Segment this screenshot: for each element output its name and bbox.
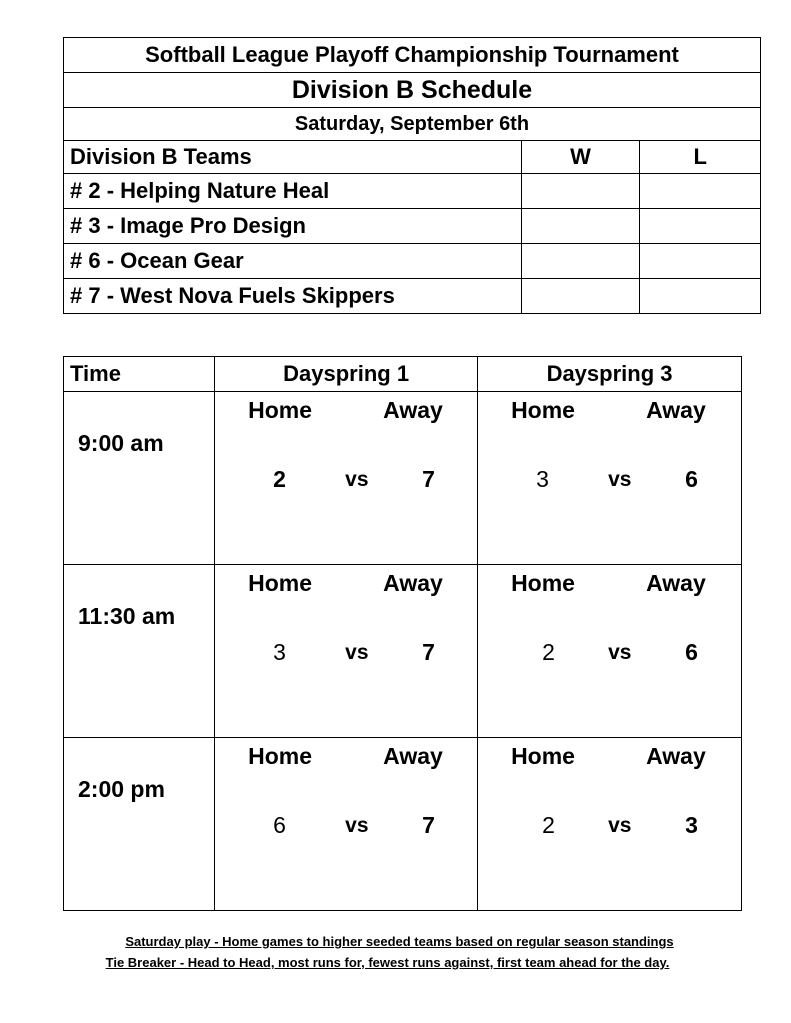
team-label: # 3 - Image Pro Design <box>64 209 522 244</box>
home-team-number: 6 <box>273 812 286 838</box>
game-cell <box>215 392 478 565</box>
field2-header: Dayspring 3 <box>478 357 742 392</box>
home-team-number: 2 <box>542 639 555 665</box>
away-team-number: 6 <box>685 466 698 492</box>
tie-breaker-note: Tie Breaker - Head to Head, most runs for, fewest runs against, first team ahead for the day. <box>105 955 670 970</box>
game-cell <box>215 565 478 738</box>
time-header: Time <box>64 357 215 392</box>
team-wins-cell <box>521 244 640 279</box>
team-row <box>64 209 761 244</box>
team-wins-cell <box>521 279 640 314</box>
vs-label: vs <box>608 468 632 491</box>
team-row <box>64 244 761 279</box>
team-label: # 2 - Helping Nature Heal <box>64 174 522 209</box>
home-label: Home <box>511 570 575 596</box>
field1-header: Dayspring 1 <box>215 357 478 392</box>
time-cell <box>64 565 215 738</box>
schedule-date: Saturday, September 6th <box>64 108 761 141</box>
time-cell <box>64 738 215 911</box>
away-label: Away <box>383 743 443 769</box>
time-cell <box>64 392 215 565</box>
home-team-number: 2 <box>542 812 555 838</box>
slot-time: 9:00 am <box>78 430 164 456</box>
time-slot-row <box>64 392 742 565</box>
wins-header: W <box>521 141 640 174</box>
losses-header: L <box>640 141 761 174</box>
away-label: Away <box>383 570 443 596</box>
slot-time: 11:30 am <box>78 603 176 629</box>
slot-time: 2:00 pm <box>78 776 165 802</box>
time-slot-row <box>64 738 742 911</box>
home-label: Home <box>511 743 575 769</box>
vs-label: vs <box>345 468 369 491</box>
team-wins-cell <box>521 209 640 244</box>
home-team-number: 3 <box>536 466 549 492</box>
team-row <box>64 279 761 314</box>
standings-table <box>63 37 761 314</box>
vs-label: vs <box>608 641 632 664</box>
team-wins-cell <box>521 174 640 209</box>
division-title: Division B Schedule <box>64 73 761 108</box>
game-cell <box>478 738 742 911</box>
home-label: Home <box>248 397 313 423</box>
away-team-number: 7 <box>422 812 435 838</box>
team-losses-cell <box>640 174 761 209</box>
away-team-number: 7 <box>422 466 435 492</box>
game-cell <box>215 738 478 911</box>
away-team-number: 7 <box>422 639 435 665</box>
away-label: Away <box>646 397 706 423</box>
home-label: Home <box>511 397 575 423</box>
home-label: Home <box>248 743 313 769</box>
away-label: Away <box>383 397 443 423</box>
home-label: Home <box>248 570 313 596</box>
game-cell <box>478 392 742 565</box>
tournament-title: Softball League Playoff Championship Tournament <box>64 38 761 73</box>
away-label: Away <box>646 570 706 596</box>
teams-header: Division B Teams <box>64 141 522 174</box>
away-team-number: 3 <box>685 812 698 838</box>
team-row <box>64 174 761 209</box>
home-games-note: Saturday play - Home games to higher seeded teams based on regular season standings <box>125 934 674 949</box>
team-losses-cell <box>640 209 761 244</box>
vs-label: vs <box>345 641 369 664</box>
home-team-number: 3 <box>273 639 286 665</box>
game-cell <box>478 565 742 738</box>
schedule-table <box>63 356 742 911</box>
team-label: # 6 - Ocean Gear <box>64 244 522 279</box>
time-slot-row <box>64 565 742 738</box>
vs-label: vs <box>345 814 369 837</box>
team-losses-cell <box>640 244 761 279</box>
away-label: Away <box>646 743 706 769</box>
team-losses-cell <box>640 279 761 314</box>
home-team-number: 2 <box>273 466 286 492</box>
away-team-number: 6 <box>685 639 698 665</box>
team-label: # 7 - West Nova Fuels Skippers <box>64 279 522 314</box>
vs-label: vs <box>608 814 632 837</box>
